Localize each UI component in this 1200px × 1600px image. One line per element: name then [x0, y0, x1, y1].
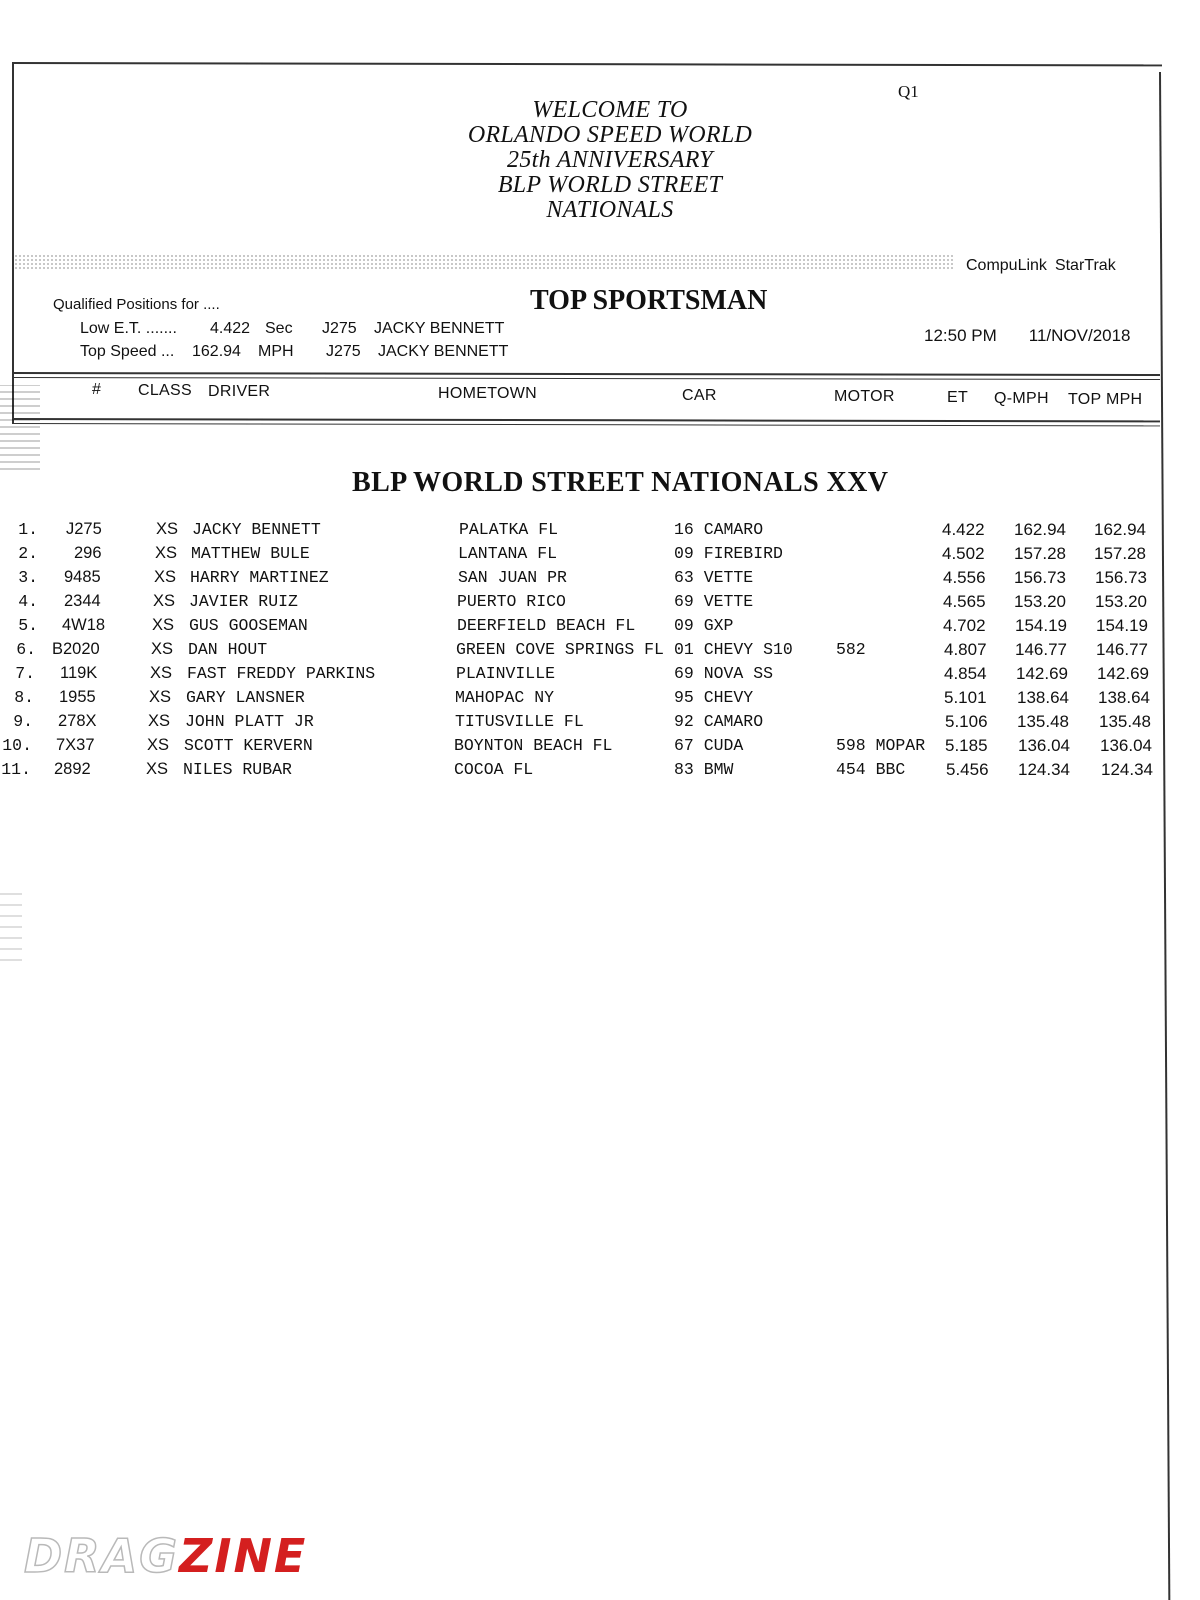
dotted-separator: [14, 254, 954, 269]
event-title: BLP WORLD STREET NATIONALS XXV: [352, 467, 889, 498]
car-number: J275: [66, 520, 102, 538]
welcome-line: BLP WORLD STREET: [497, 172, 723, 198]
top-speed-car: J275: [326, 343, 361, 360]
col-header-top-mph: TOP MPH: [1068, 391, 1143, 408]
page-frame-right: [1159, 72, 1170, 1600]
position: 10.: [2, 736, 32, 755]
table-row: [0, 664, 1200, 688]
q-mph: 157.28: [1014, 544, 1066, 563]
et: 5.106: [945, 712, 988, 731]
car: 63 VETTE: [674, 568, 754, 587]
top-mph: 156.73: [1095, 568, 1147, 587]
col-header-motor: MOTOR: [834, 388, 895, 405]
et: 4.702: [943, 616, 986, 635]
q-mph: 146.77: [1015, 640, 1067, 659]
col-header-hometown: HOMETOWN: [438, 385, 537, 402]
table-row: [0, 544, 1200, 568]
low-et-unit: Sec: [265, 320, 293, 337]
driver: JAVIER RUIZ: [189, 592, 298, 611]
class: XS: [155, 544, 178, 562]
table-row: [0, 688, 1200, 712]
table-row: [0, 616, 1200, 640]
position: 7.: [15, 664, 35, 683]
vendor-compulink: CompuLink: [966, 257, 1047, 274]
class: XS: [151, 640, 174, 658]
et: 4.565: [943, 592, 986, 611]
top-mph: 136.04: [1100, 736, 1152, 755]
session-label: Q1: [898, 82, 919, 101]
class: XS: [149, 688, 172, 706]
top-mph: 162.94: [1094, 520, 1146, 539]
page-frame-left: [12, 64, 14, 424]
hometown: BOYNTON BEACH FL: [454, 736, 613, 755]
top-speed-label: Top Speed ...: [80, 343, 175, 360]
position: 6.: [16, 640, 36, 659]
driver: JOHN PLATT JR: [185, 712, 314, 731]
hometown: COCOA FL: [454, 760, 534, 779]
logo-zine-text: ZINE: [178, 1529, 308, 1583]
car: 69 VETTE: [674, 592, 754, 611]
header-rule-bottom: [14, 418, 1160, 422]
position: 1.: [18, 520, 38, 539]
position: 3.: [18, 568, 38, 587]
q-mph: 153.20: [1014, 592, 1066, 611]
driver: GARY LANSNER: [186, 688, 305, 707]
report-date: 11/NOV/2018: [1028, 326, 1131, 345]
car: 01 CHEVY S10: [674, 640, 793, 659]
hometown: PLAINVILLE: [456, 664, 556, 683]
hometown: PUERTO RICO: [457, 592, 566, 611]
logo-drag-text: DRAG: [24, 1529, 179, 1583]
top-mph: 146.77: [1096, 640, 1148, 659]
class: XS: [147, 736, 170, 754]
welcome-line: NATIONALS: [546, 197, 674, 223]
top-mph: 157.28: [1094, 544, 1146, 563]
car-number: B2020: [52, 640, 100, 658]
class: XS: [150, 664, 173, 682]
driver: NILES RUBAR: [183, 760, 292, 779]
position: 8.: [14, 688, 34, 707]
car-number: 119K: [60, 664, 98, 682]
report-time: 12:50 PM: [924, 326, 997, 345]
hometown: SAN JUAN PR: [458, 568, 567, 587]
margin-scan-marks: [0, 385, 40, 475]
driver: JACKY BENNETT: [192, 520, 321, 539]
low-et-car: J275: [322, 320, 357, 337]
header-rule-top: [14, 372, 1160, 376]
et: 5.456: [946, 760, 989, 779]
dragzine-logo: [24, 1531, 307, 1581]
class: XS: [148, 712, 171, 730]
top-mph: 154.19: [1096, 616, 1148, 635]
car: 67 CUDA: [674, 736, 744, 755]
position: 11.: [1, 760, 31, 779]
driver: FAST FREDDY PARKINS: [187, 664, 376, 683]
car-number: 2344: [64, 592, 101, 610]
car-number: 1955: [59, 688, 96, 706]
et: 4.422: [942, 520, 985, 539]
driver: GUS GOOSEMAN: [189, 616, 308, 635]
vendor-startrak: StarTrak: [1054, 257, 1116, 274]
et: 4.807: [944, 640, 987, 659]
class: XS: [146, 760, 169, 778]
car: 16 CAMARO: [674, 520, 764, 539]
top-speed-unit: MPH: [258, 343, 294, 360]
timestamp: [924, 326, 1163, 346]
welcome-line: WELCOME TO: [532, 97, 688, 123]
col-header-driver: DRIVER: [208, 383, 271, 400]
table-row: [0, 760, 1200, 784]
class: XS: [152, 616, 175, 634]
header-rule-bottom-inner: [14, 423, 1160, 426]
low-et-label: Low E.T. .......: [80, 320, 177, 337]
welcome-line: 25th ANNIVERSARY: [507, 147, 713, 173]
top-mph: 138.64: [1098, 688, 1150, 707]
car: 09 FIREBIRD: [674, 544, 783, 563]
col-header-class: CLASS: [138, 382, 192, 399]
low-et-driver: JACKY BENNETT: [374, 320, 505, 337]
motor: 454 BBC: [836, 760, 906, 779]
q-mph: 156.73: [1014, 568, 1066, 587]
hometown: DEERFIELD BEACH FL: [457, 616, 636, 635]
car-number: 9485: [64, 568, 101, 586]
car: 92 CAMARO: [674, 712, 764, 731]
q-mph: 124.34: [1018, 760, 1070, 779]
car: 83 BMW: [674, 760, 734, 779]
position: 4.: [18, 592, 38, 611]
top-speed-driver: JACKY BENNETT: [378, 343, 509, 360]
top-mph: 153.20: [1095, 592, 1147, 611]
car-number: 296: [74, 544, 102, 562]
welcome-line: ORLANDO SPEED WORLD: [467, 122, 753, 148]
motor: 598 MOPAR: [836, 736, 926, 755]
hometown: PALATKA FL: [459, 520, 559, 539]
table-row: [0, 736, 1200, 760]
margin-scan-marks-lower: [0, 890, 22, 970]
et: 4.556: [943, 568, 986, 587]
top-mph: 135.48: [1099, 712, 1151, 731]
car-number: 7X37: [56, 736, 95, 754]
col-header-qmph: Q-MPH: [994, 390, 1049, 407]
q-mph: 154.19: [1015, 616, 1067, 635]
class: XS: [156, 520, 179, 538]
table-row: [0, 640, 1200, 664]
position: 5.: [18, 616, 38, 635]
class-title: TOP SPORTSMAN: [530, 285, 768, 316]
q-mph: 162.94: [1014, 520, 1066, 539]
motor: 582: [836, 640, 866, 659]
driver: SCOTT KERVERN: [184, 736, 313, 755]
vendor-credit: [966, 257, 1124, 275]
q-mph: 135.48: [1017, 712, 1069, 731]
et: 5.185: [945, 736, 988, 755]
driver: DAN HOUT: [188, 640, 268, 659]
q-mph: 142.69: [1016, 664, 1068, 683]
hometown: GREEN COVE SPRINGS FL: [456, 640, 664, 659]
top-speed-value: 162.94: [192, 343, 241, 360]
car-number: 2892: [54, 760, 91, 778]
car-number: 278X: [58, 712, 97, 730]
hometown: TITUSVILLE FL: [455, 712, 584, 731]
table-row: [0, 520, 1200, 544]
et: 5.101: [944, 688, 987, 707]
car: 69 NOVA SS: [674, 664, 774, 683]
driver: HARRY MARTINEZ: [190, 568, 329, 587]
col-header-car: CAR: [682, 387, 717, 404]
car: 95 CHEVY: [674, 688, 754, 707]
col-header-num: #: [92, 381, 102, 398]
top-mph: 142.69: [1097, 664, 1149, 683]
position: 2.: [18, 544, 38, 563]
qualified-positions-label: Qualified Positions for ....: [53, 296, 220, 313]
col-header-et: ET: [947, 389, 969, 406]
hometown: LANTANA FL: [458, 544, 558, 563]
header-rule-top-inner: [14, 377, 1160, 380]
q-mph: 136.04: [1018, 736, 1070, 755]
car: 09 GXP: [674, 616, 734, 635]
table-row: [0, 592, 1200, 616]
position: 9.: [13, 712, 33, 731]
top-mph: 124.34: [1101, 760, 1153, 779]
et: 4.854: [944, 664, 987, 683]
table-row: [0, 568, 1200, 592]
class: XS: [153, 592, 176, 610]
table-row: [0, 712, 1200, 736]
class: XS: [154, 568, 177, 586]
car-number: 4W18: [62, 616, 106, 634]
driver: MATTHEW BULE: [191, 544, 310, 563]
et: 4.502: [942, 544, 985, 563]
hometown: MAHOPAC NY: [455, 688, 555, 707]
welcome-banner: [400, 98, 820, 223]
q-mph: 138.64: [1017, 688, 1069, 707]
low-et-value: 4.422: [210, 320, 251, 337]
page-frame-top: [12, 62, 1162, 66]
